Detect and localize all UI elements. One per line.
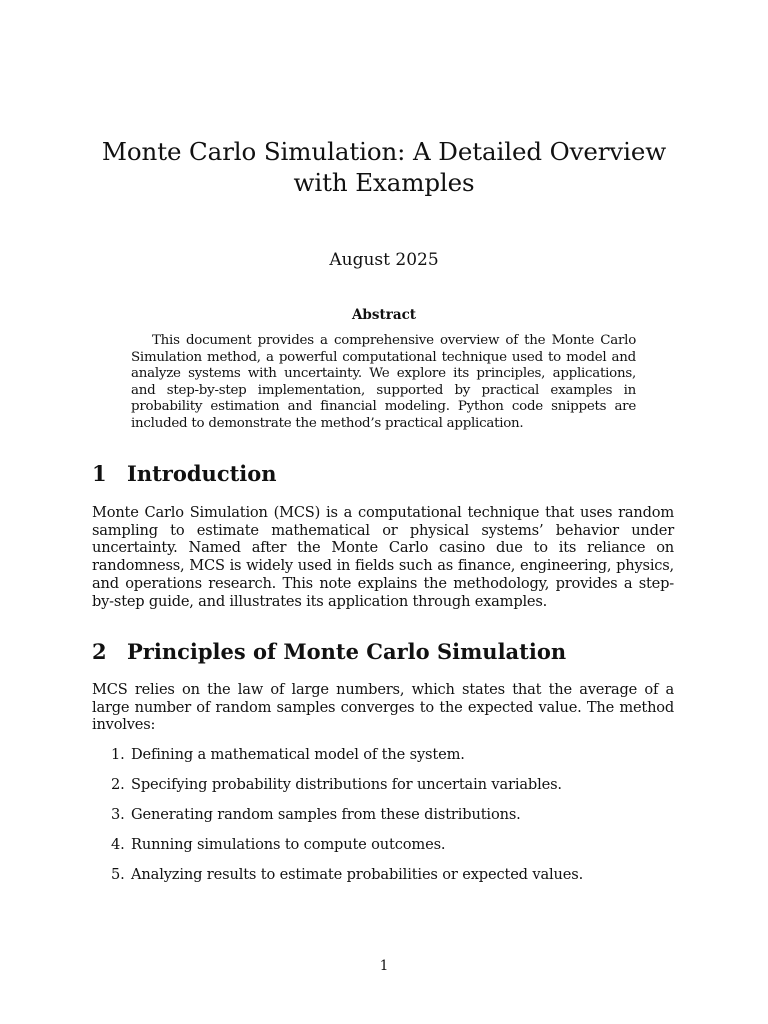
list-item-text: Running simulations to compute outcomes. (131, 836, 446, 853)
section-title: Principles of Monte Carlo Simulation (127, 639, 567, 664)
abstract-heading: Abstract (351, 307, 417, 323)
principles-paragraph: MCS relies on the law of large numbers, which states that the average of a large number of random samples converges to the expected value. The method involves: (92, 681, 674, 734)
paper-date: August 2025 (329, 250, 439, 270)
introduction-paragraph: Monte Carlo Simulation (MCS) is a computational technique that uses random sampling to estimate mathematical or physical systems’ behavior under uncertainty. Named after the Monte Carlo casino due to its reliance on randomness, MCS is widely used in fields such as finance, engineering, physics, and operations research. This note explains the methodology, provides a step-by-step guide, and illustrates its application through examples. (92, 504, 674, 610)
section-heading-principles (92, 639, 676, 665)
list-item-marker: 3. (111, 806, 125, 823)
list-item-text: Analyzing results to estimate probabilities or expected values. (131, 866, 584, 883)
list-item-marker: 5. (111, 866, 125, 883)
page-number: 1 (379, 958, 389, 974)
list-item-marker: 2. (111, 776, 125, 793)
paper-title (80, 136, 688, 198)
list-item-marker: 4. (111, 836, 125, 853)
section-number: 2 (92, 639, 107, 664)
list-item (92, 805, 676, 835)
list-item (92, 835, 676, 865)
section-title: Introduction (127, 461, 277, 486)
paper-title-line-1: Monte Carlo Simulation: A Detailed Overview (101, 137, 667, 166)
list-item-text: Specifying probability distributions for uncertain variables. (131, 776, 562, 793)
list-item (92, 745, 676, 775)
list-item (92, 775, 676, 805)
section-number: 1 (92, 461, 107, 486)
method-steps-list (92, 745, 676, 895)
list-item-marker: 1. (111, 746, 125, 763)
list-item-text: Generating random samples from these distributions. (131, 806, 521, 823)
paper-title-line-2: with Examples (293, 168, 475, 197)
abstract-body: This document provides a comprehensive overview of the Monte Carlo Simulation method, a powerful computational technique used to model and analyze systems with uncertainty. We explore its principles, applications, and step-by-step implementation, supported by practical examples in probability estimation and financial modeling. Python code snippets are included to demonstrate the method’s practical application. (131, 333, 636, 431)
section-heading-introduction (92, 461, 676, 487)
list-item-text: Defining a mathematical model of the system. (131, 746, 465, 763)
list-item (92, 865, 676, 895)
